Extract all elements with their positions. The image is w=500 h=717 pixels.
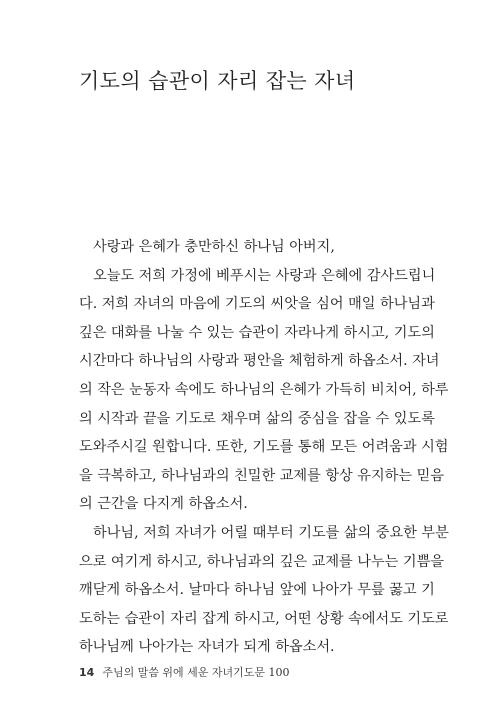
text-line: 으로 여기게 하시고, 하나님과의 깊은 교제를 나누는 기쁨을 xyxy=(79,553,445,570)
text-line: 하나님께 나아가는 자녀가 되게 하옵소서. xyxy=(79,639,335,656)
page-number: 14 xyxy=(79,666,95,679)
text-line: 하나님, 저희 자녀가 어릴 때부터 기도를 삶의 중요한 부분 xyxy=(93,524,449,541)
page-title: 기도의 습관이 자리 잡는 자녀 xyxy=(79,69,356,93)
text-line: 의 근간을 다지게 하옵소서. xyxy=(79,496,248,513)
text-line: 시간마다 하나님의 사랑과 평안을 체험하게 하옵소서. 자녀 xyxy=(79,353,440,370)
text-line: 깊은 대화를 나눌 수 있는 습관이 자라나게 하시고, 기도의 xyxy=(79,324,435,341)
text-line: 도와주시길 원합니다. 또한, 기도를 통해 모든 어려움과 시험 xyxy=(79,439,449,456)
text-line: 도하는 습관이 자리 잡게 하시고, 어떤 상황 속에서도 기도로 xyxy=(79,610,449,627)
text-line: 깨닫게 하옵소서. 날마다 하나님 앞에 나아가 무릎 꿇고 기 xyxy=(79,582,435,599)
text-line: 의 작은 눈동자 속에도 하나님의 은혜가 가득히 비치어, 하루 xyxy=(79,381,449,398)
text-line: 의 시작과 끝을 기도로 채우며 삶의 중심을 잡을 수 있도록 xyxy=(79,410,435,427)
greeting-line: 사랑과 은혜가 충만하신 하나님 아버지, xyxy=(93,239,335,255)
paragraph-2 xyxy=(79,519,449,662)
prayer-body xyxy=(79,233,449,662)
text-line: 오늘도 저희 가정에 베푸시는 사랑과 은혜에 감사드립니 xyxy=(93,267,436,284)
page-footer xyxy=(79,665,290,681)
text-line: 을 극복하고, 하나님과의 친밀한 교제를 항상 유지하는 믿음 xyxy=(79,467,445,484)
paragraph-1 xyxy=(79,262,449,519)
book-title: 주님의 말씀 위에 세운 자녀기도문 100 xyxy=(102,666,290,679)
text-line: 다. 저희 자녀의 마음에 기도의 씨앗을 심어 매일 하나님과 xyxy=(79,296,435,313)
